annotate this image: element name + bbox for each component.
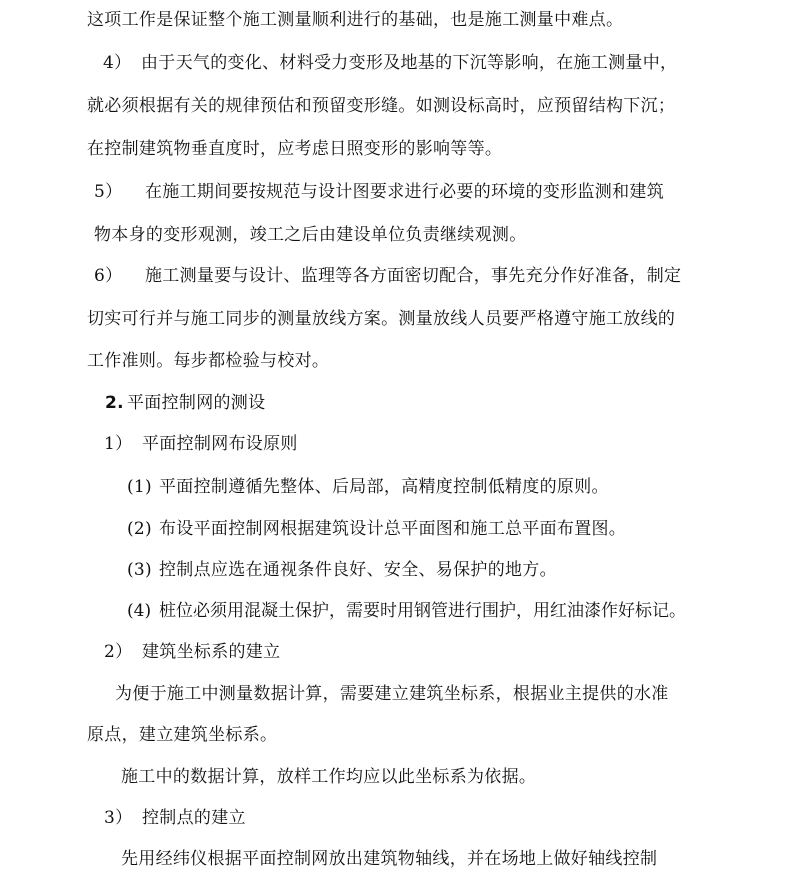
list-text: 平面控制遵循先整体、后局部，高精度控制低精度的原则。 bbox=[159, 477, 609, 497]
section-heading bbox=[105, 392, 265, 414]
text-line: 切实可行并与施工同步的测量放线方案。测量放线人员要严格遵守施工放线的 bbox=[87, 309, 676, 329]
text-line: 在控制建筑物垂直度时，应考虑日照变形的影响等等。 bbox=[87, 139, 503, 159]
subsection-title: 建筑坐标系的建立 bbox=[142, 642, 281, 662]
list-number: (2) bbox=[127, 519, 152, 539]
list-text: 桩位必须用混凝土保护，需要时用钢管进行围护，用红油漆作好标记。 bbox=[159, 601, 686, 621]
list-number: 5） bbox=[94, 182, 123, 202]
section-number: 2. bbox=[105, 393, 124, 413]
subsection-heading bbox=[104, 433, 298, 455]
text-line: 这项工作是保证整个施工测量顺利进行的基础，也是施工测量中难点。 bbox=[87, 10, 624, 30]
subsection-title: 控制点的建立 bbox=[142, 808, 246, 828]
list-text: 控制点应选在通视条件良好、安全、易保护的地方。 bbox=[159, 560, 557, 580]
list-number: (1) bbox=[127, 477, 152, 497]
list-text: 由于天气的变化、材料受力变形及地基的下沉等影响，在施工测量中， bbox=[141, 53, 678, 73]
list-number: (3) bbox=[127, 560, 152, 580]
list-text: 在施工期间要按规范与设计图要求进行必要的环境的变形监测和建筑 bbox=[145, 182, 664, 202]
list-number: (4) bbox=[127, 601, 152, 621]
list-item bbox=[127, 518, 626, 540]
section-title: 平面控制网的测设 bbox=[127, 393, 266, 413]
list-item bbox=[127, 559, 557, 581]
list-item-4 bbox=[103, 52, 677, 74]
list-text: 施工测量要与设计、监理等各方面密切配合，事先充分作好准备，制定 bbox=[145, 266, 682, 286]
subsection-title: 平面控制网布设原则 bbox=[142, 434, 298, 454]
text-line: 先用经纬仪根据平面控制网放出建筑物轴线，并在场地上做好轴线控制 bbox=[121, 849, 658, 869]
text-line: 为便于施工中测量数据计算，需要建立建筑坐标系，根据业主提供的水准 bbox=[115, 684, 669, 704]
subsection-number: 2） bbox=[104, 642, 133, 662]
text-line: 原点，建立建筑坐标系。 bbox=[87, 725, 278, 745]
text-line: 就必须根据有关的规律预估和预留变形缝。如测设标高时，应预留结构下沉； bbox=[87, 96, 676, 116]
list-item bbox=[127, 476, 609, 498]
text-line: 工作准则。每步都检验与校对。 bbox=[87, 351, 330, 371]
list-number: 4） bbox=[103, 53, 132, 73]
text-line: 施工中的数据计算，放样工作均应以此坐标系为依据。 bbox=[121, 767, 537, 787]
list-item bbox=[127, 600, 686, 622]
subsection-heading bbox=[104, 807, 246, 829]
list-text: 布设平面控制网根据建筑设计总平面图和施工总平面布置图。 bbox=[159, 519, 627, 539]
subsection-heading bbox=[104, 641, 280, 663]
list-item-6 bbox=[94, 265, 681, 287]
subsection-number: 1） bbox=[104, 434, 133, 454]
text-line: 物本身的变形观测，竣工之后由建设单位负责继续观测。 bbox=[94, 225, 527, 245]
list-item-5 bbox=[94, 181, 664, 203]
list-number: 6） bbox=[94, 266, 123, 286]
subsection-number: 3） bbox=[104, 808, 133, 828]
